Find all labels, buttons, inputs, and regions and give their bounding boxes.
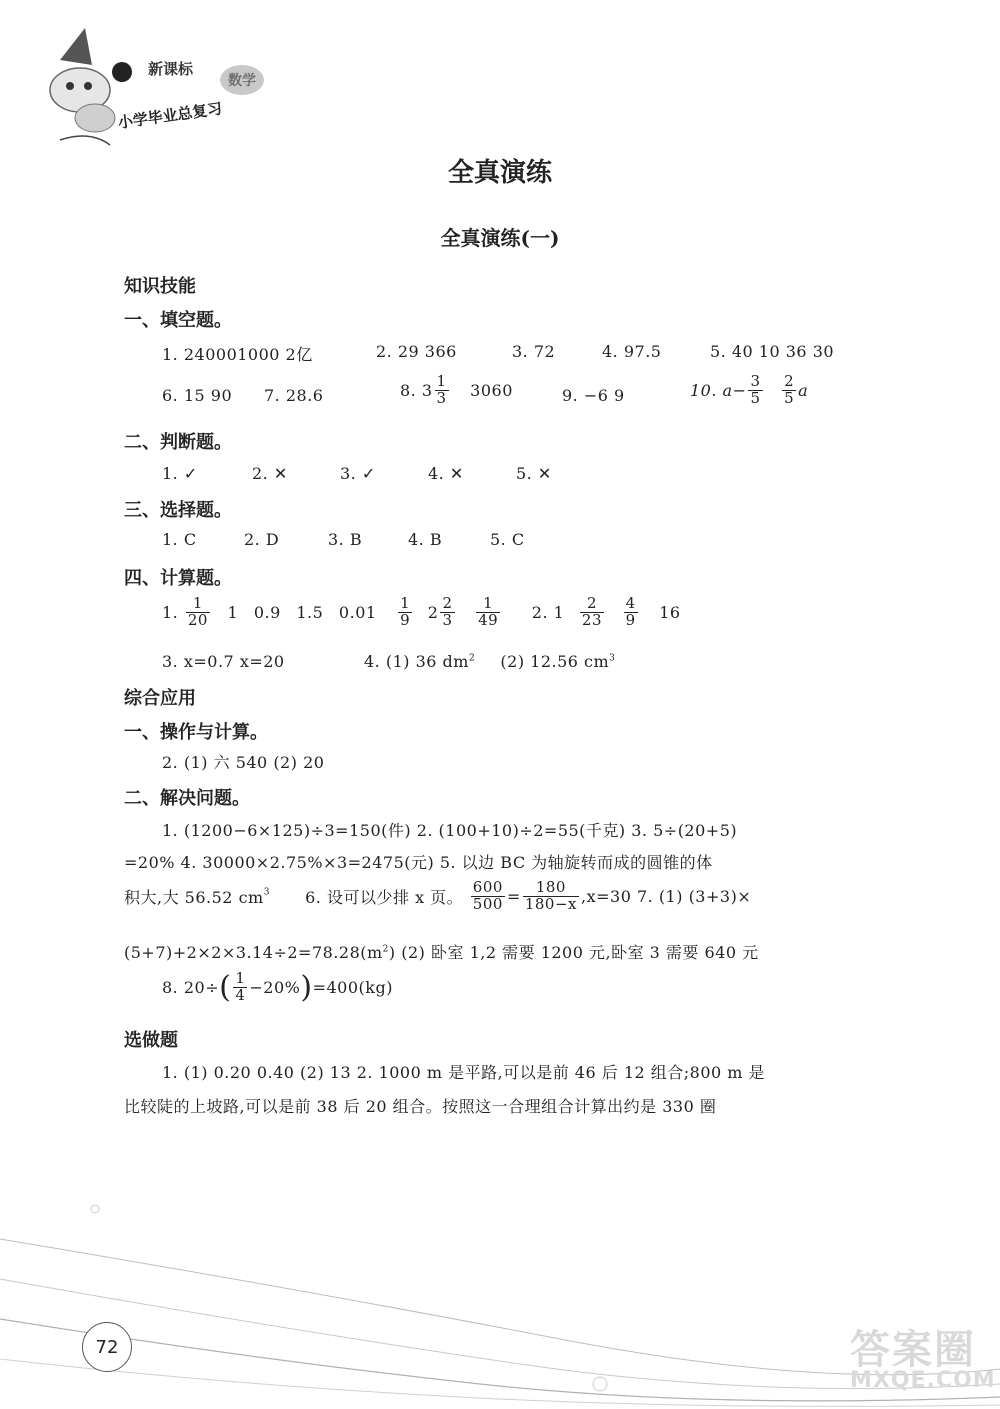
solve-line-5-c: =400(kg) [312,978,393,997]
solve-line-3-a: 积大,大 56.52 cm [124,887,264,907]
solve-line-3 [124,880,751,913]
choice-answer: 4. B [408,530,443,549]
heading-choice: 三、选择题。 [124,500,232,521]
fill-q7: 7. 28.6 [264,386,324,405]
fraction-numerator: 2 [784,372,795,390]
fraction-numerator: 1 [476,596,500,613]
fraction-denominator: 20 [187,610,208,629]
calc-value: 0.01 [338,602,377,622]
calc-q1-label: 1. [162,602,179,622]
big-left-paren: ( [219,970,232,1005]
heading-optional: 选做题 [124,1030,178,1051]
fill-q3: 3. 72 [512,342,556,361]
header-logo [30,20,290,150]
fill-q1: 1. 240001000 2亿 [162,345,313,364]
judge-answer: 5. ✕ [516,464,552,483]
fill-q8 [400,374,513,407]
fill-q8-rest: 3060 [470,380,513,400]
fill-q10 [690,374,808,407]
fraction-denominator: 3 [442,610,453,629]
calc-q4-b: (2) 12.56 cm [500,652,610,671]
fill-q6: 6. 15 90 [162,386,233,405]
equals-sign: = [506,886,521,906]
calc-value: 1 [227,602,239,622]
fraction-numerator: 2 [442,594,453,612]
solve-line-4 [124,940,759,963]
judge-answer: 2. ✕ [252,464,288,483]
fill-q8-label: 8. 3 [400,380,433,400]
choice-answer: 1. C [162,530,197,549]
fraction-denominator: 5 [750,388,761,407]
fill-q10-fraction-2 [782,374,796,407]
fraction-denominator: 5 [784,388,795,407]
optional-line-2: 比较陡的上坡路,可以是前 38 后 20 组合。按照这一合理组合计算出约是 330 圈 [124,1097,717,1116]
heading-judge: 二、判断题。 [124,432,232,453]
calc-fraction [580,596,604,629]
fraction-numerator: 1 [186,596,210,613]
operate-answer: 2. (1) 六 540 (2) 20 [162,753,325,772]
section-title: 全真演练(一) [440,226,560,250]
calc-mixed-whole: 2 [427,602,439,622]
calc-fraction [398,596,412,629]
choice-answer: 2. D [244,530,280,549]
solve-line-5 [162,970,393,1005]
calc-q2-label: 2. 1 [531,602,565,622]
fraction-numerator: 1 [436,372,447,390]
fraction-denominator: 3 [436,388,447,407]
fraction-numerator: 180 [523,880,579,897]
calc-value: 0.9 [253,602,281,622]
solve-line-3-b: 6. 设可以少排 x 页。 [305,887,464,907]
fill-q10-label: 10. a− [690,380,747,400]
heading-calc: 四、计算题。 [124,568,232,589]
calc-q4 [364,652,615,671]
fill-q10-fraction-1 [748,374,762,407]
solve-line-4-b: ) (2) 卧室 1,2 需要 1200 元,卧室 3 需要 640 元 [388,943,759,962]
heading-fill: 一、填空题。 [124,310,232,331]
fill-q2: 2. 29 366 [376,342,457,361]
fraction-numerator: 600 [472,878,503,896]
choice-answer: 3. B [328,530,363,549]
watermark-url: MXQE.COM [850,1368,996,1393]
fraction-denominator: 23 [581,610,603,629]
optional-line-1: 1. (1) 0.20 0.40 (2) 13 2. 1000 m 是平路,可以是前 46 后 12 组合;800 m 是 [162,1063,766,1082]
solve-line-5-b: −20% [249,978,301,997]
fill-q9: 9. −6 9 [562,386,625,405]
page-title: 全真演练 [447,158,552,188]
subject-badge: 数学 [220,65,264,95]
judge-answer: 3. ✓ [340,464,376,483]
calc-q4-a: 4. (1) 36 dm [364,652,469,671]
fill-q5: 5. 40 10 36 30 [710,342,835,361]
heading-application: 综合应用 [124,688,196,709]
calc-fraction [476,596,500,629]
heading-solve: 二、解决问题。 [124,788,250,809]
logo-line2: 小学毕业总复习 [116,99,224,132]
solve-line-3-c: ,x=30 7. (1) (3+3)× [581,886,752,906]
fraction-numerator: 1 [400,594,411,612]
calc-q1-row [162,596,681,629]
watermark-logo: 答案圈 [850,1327,976,1373]
calc-value: 16 [659,602,681,622]
fraction-numerator: 2 [580,596,604,613]
superscript: 3 [263,887,270,898]
solve-line-5-a: 8. 20÷ [162,978,220,997]
judge-answer: 1. ✓ [162,464,198,483]
fill-q4: 4. 97.5 [602,342,662,361]
choice-answer: 5. C [490,530,525,549]
fill-q8-fraction [435,374,449,407]
fraction-denominator: 4 [235,986,246,1004]
big-right-paren: ) [300,970,313,1005]
calc-value: 1.5 [296,602,324,622]
superscript: 3 [609,653,616,664]
heading-knowledge: 知识技能 [124,276,196,297]
solve-line-1: 1. (1200−6×125)÷3=150(件) 2. (100+10)÷2=55(千克) 3. 5÷(20+5) [162,821,738,840]
solve-fraction [233,971,247,1004]
solve-line-2: =20% 4. 30000×2.75%×3=2475(元) 5. 以边 BC 为轴旋转而成的圆锥的体 [124,853,713,872]
calc-fraction [624,596,638,629]
solve-fraction [523,880,579,913]
heading-operate: 一、操作与计算。 [124,722,268,743]
calc-q3: 3. x=0.7 x=20 [162,652,285,671]
superscript: 2 [468,653,476,664]
fraction-denominator: 180−x [524,894,577,913]
fraction-denominator: 9 [625,610,636,629]
fraction-numerator: 1 [235,969,246,988]
fraction-denominator: 9 [400,610,411,629]
fraction-numerator: 3 [750,372,761,390]
superscript: 2 [382,944,389,955]
fraction-numerator: 4 [625,594,636,612]
calc-fraction [186,596,210,629]
page-number: 72 [82,1322,132,1372]
fill-q10-tail: a [798,380,809,400]
judge-answer: 4. ✕ [428,464,464,483]
fraction-denominator: 49 [478,610,499,629]
solve-fraction [471,880,505,913]
calc-fraction [440,596,454,629]
mascot-illustration [30,20,160,150]
solve-line-4-a: (5+7)+2×2×3.14÷2=78.28(m [124,943,383,962]
fraction-denominator: 500 [472,894,503,913]
logo-line1: 新课标 [148,60,194,78]
